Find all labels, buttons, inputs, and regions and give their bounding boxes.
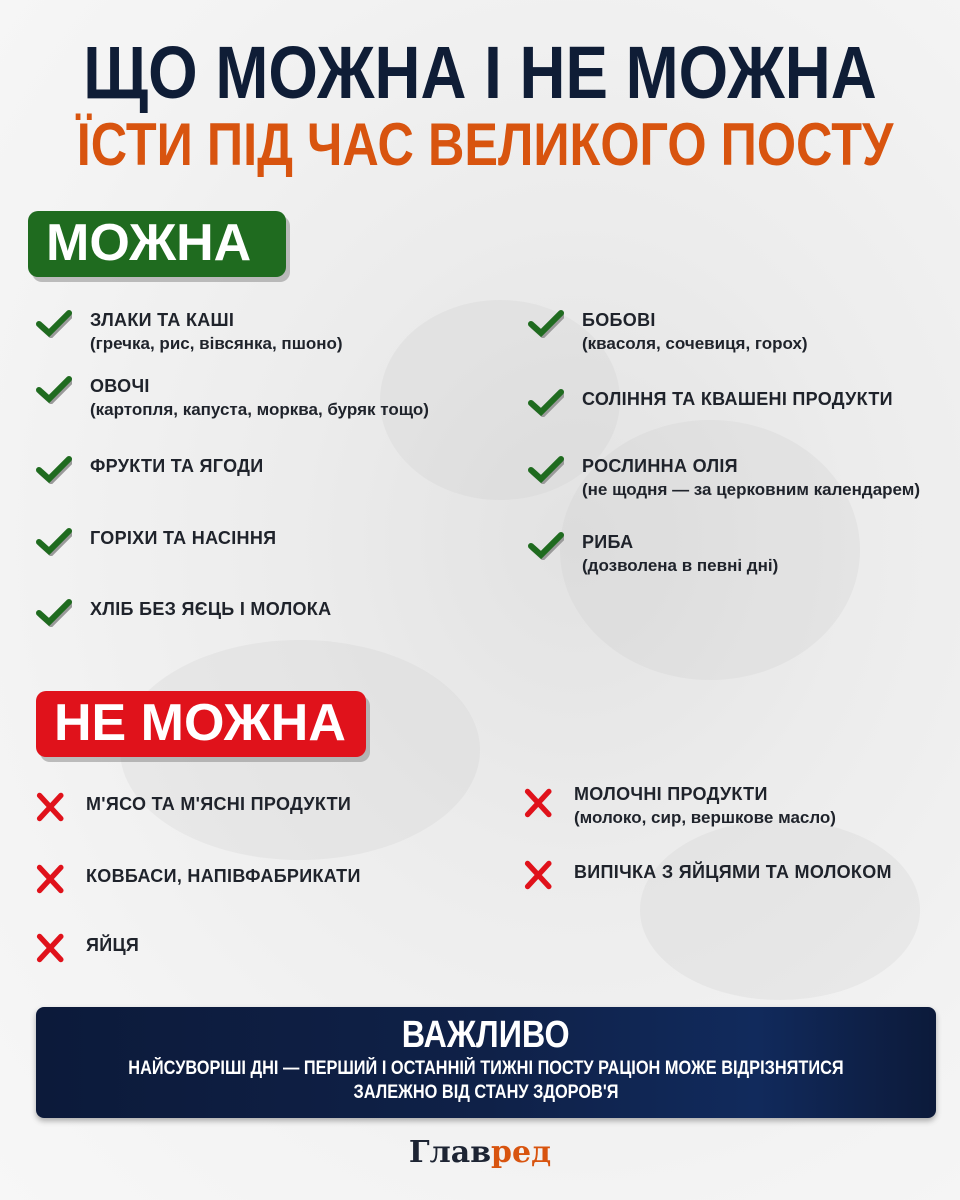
forbidden-item <box>524 782 836 830</box>
item-title: ЗЛАКИ ТА КАШІ <box>90 310 235 330</box>
cross-icon <box>36 864 68 894</box>
cross-icon <box>36 933 68 963</box>
forbidden-item <box>524 860 892 890</box>
brand-logo <box>0 1135 960 1170</box>
item-note: (не щодня — за церковним календарем) <box>582 480 920 499</box>
item-title: ОВОЧІ <box>90 376 150 396</box>
forbidden-item <box>36 933 139 963</box>
forbidden-badge: НЕ МОЖНА <box>36 691 366 757</box>
item-title: ВИПІЧКА З ЯЙЦЯМИ ТА МОЛОКОМ <box>574 862 892 882</box>
logo-part2: ред <box>491 1135 552 1170</box>
check-icon <box>528 387 564 417</box>
check-icon <box>528 454 564 484</box>
check-icon <box>528 530 564 560</box>
check-icon <box>36 374 72 404</box>
item-note: (дозволена в певні дні) <box>582 556 779 575</box>
important-text-line2: ЗАЛЕЖНО ВІД СТАНУ ЗДОРОВ'Я <box>353 1082 619 1103</box>
allowed-item <box>528 530 778 578</box>
allowed-item <box>36 454 264 484</box>
item-title: ЯЙЦЯ <box>86 935 140 955</box>
important-heading: ВАЖЛИВО <box>402 1014 570 1056</box>
item-note: (молоко, сир, вершкове масло) <box>574 808 836 827</box>
item-title: М'ЯСО ТА М'ЯСНІ ПРОДУКТИ <box>86 794 352 814</box>
item-note: (картопля, капуста, морква, буряк тощо) <box>90 400 429 419</box>
item-title: ФРУКТИ ТА ЯГОДИ <box>90 456 264 476</box>
item-title: РИБА <box>582 532 634 552</box>
check-icon <box>36 597 72 627</box>
allowed-item <box>36 526 276 556</box>
cross-icon <box>524 860 556 890</box>
forbidden-item <box>36 792 351 822</box>
allowed-item <box>36 597 331 627</box>
check-icon <box>36 526 72 556</box>
allowed-badge: МОЖНА <box>28 211 286 277</box>
allowed-item <box>528 454 920 502</box>
forbidden-item <box>36 864 361 894</box>
allowed-item <box>528 308 808 356</box>
important-text-line1: НАЙСУВОРІШІ ДНІ — ПЕРШИЙ І ОСТАННІЙ ТИЖНІ ПОСТУ РАЦІОН МОЖЕ ВІДРІЗНЯТИСЯ <box>128 1058 844 1079</box>
item-title: МОЛОЧНІ ПРОДУКТИ <box>574 784 768 804</box>
cross-icon <box>36 792 68 822</box>
important-notice <box>36 1007 936 1118</box>
item-note: (квасоля, сочевиця, горох) <box>582 334 808 353</box>
cross-icon <box>524 788 556 818</box>
allowed-item <box>36 308 343 356</box>
allowed-item <box>528 387 893 417</box>
item-title: СОЛІННЯ ТА КВАШЕНІ ПРОДУКТИ <box>582 389 893 409</box>
item-title: РОСЛИННА ОЛІЯ <box>582 456 738 476</box>
item-note: (гречка, рис, вівсянка, пшоно) <box>90 334 343 353</box>
background-decoration <box>640 820 920 1000</box>
check-icon <box>36 454 72 484</box>
item-title: БОБОВІ <box>582 310 656 330</box>
check-icon <box>36 308 72 338</box>
item-title: ГОРІХИ ТА НАСІННЯ <box>90 528 277 548</box>
allowed-item <box>36 374 429 422</box>
item-title: ХЛІБ БЕЗ ЯЄЦЬ І МОЛОКА <box>90 599 332 619</box>
page-subtitle: ЇСТИ ПІД ЧАС ВЕЛИКОГО ПОСТУ <box>76 111 894 178</box>
check-icon <box>528 308 564 338</box>
page-title: ЩО МОЖНА І НЕ МОЖНА <box>83 31 877 114</box>
logo-part1: Глав <box>408 1135 492 1170</box>
item-title: КОВБАСИ, НАПІВФАБРИКАТИ <box>86 866 361 886</box>
